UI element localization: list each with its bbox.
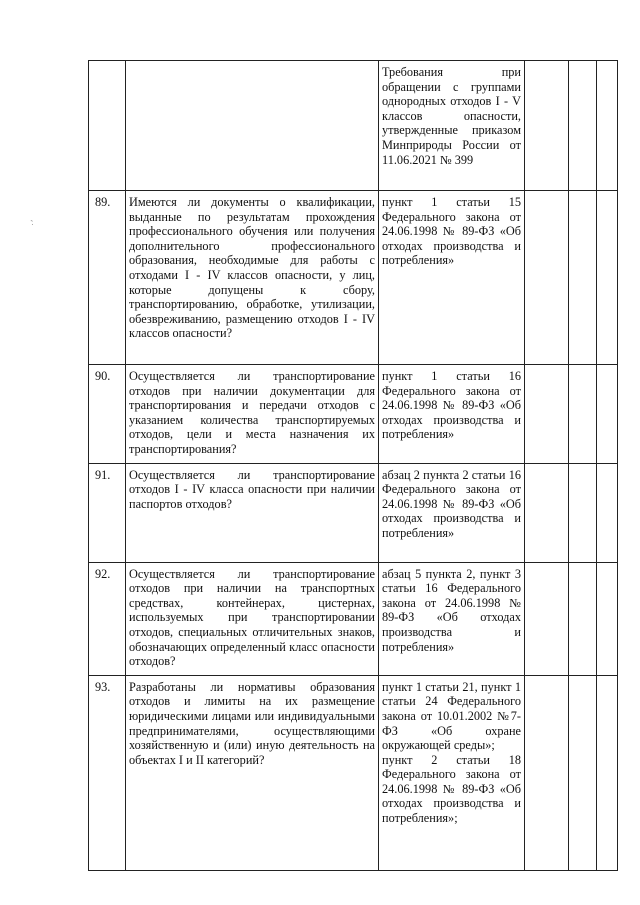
legal-reference-text: пункт 2 статьи 18 Федерального закона от 24.06.1998 № 89-ФЗ «Об отходах производства и потребления»; — [382, 752, 521, 826]
empty-cell — [569, 562, 597, 675]
empty-cell — [569, 61, 597, 191]
empty-cell — [597, 61, 618, 191]
empty-cell — [597, 463, 618, 562]
empty-cell — [525, 61, 569, 191]
table-row — [89, 61, 618, 191]
question-cell — [126, 61, 379, 191]
empty-cell — [525, 562, 569, 675]
row-number: 93. — [89, 675, 126, 870]
empty-cell — [525, 675, 569, 870]
legal-reference-cell — [379, 675, 525, 870]
empty-cell — [569, 463, 597, 562]
question-cell: Разработаны ли нормативы образования отходов и лимиты на их размещение юридическими лицами или индивидуальными предпринимателями, осуществляющими хозяйственную и (или) иную деятельность на объектах I и II категорий? — [126, 675, 379, 870]
legal-reference-cell: Требования при обращении с группами однородных отходов I - V классов опасности, утвержденные приказом Минприроды России от 11.06.2021 № 399 — [379, 61, 525, 191]
legal-reference-text: пункт 1 статьи 21, пункт 1 статьи 24 Федерального закона от 10.01.2002 №7-ФЗ «Об охране окружающей среды»; — [382, 679, 521, 753]
empty-cell — [525, 365, 569, 464]
empty-cell — [597, 562, 618, 675]
row-number: 89. — [89, 191, 126, 365]
row-number: 90. — [89, 365, 126, 464]
table-row — [89, 562, 618, 675]
empty-cell — [569, 365, 597, 464]
empty-cell — [569, 191, 597, 365]
question-cell: Осуществляется ли транспортирование отходов I - IV класса опасности при наличии паспортов отходов? — [126, 463, 379, 562]
checklist-table — [88, 60, 618, 871]
empty-cell — [597, 675, 618, 870]
empty-cell — [597, 365, 618, 464]
scan-mark: ·ʼ — [27, 218, 39, 228]
table-row — [89, 463, 618, 562]
legal-reference-cell: абзац 2 пункта 2 статьи 16 Федерального закона от 24.06.1998 № 89-ФЗ «Об отходах производства и потребления» — [379, 463, 525, 562]
question-cell: Осуществляется ли транспортирование отходов при наличии на транспортных средствах, контейнерах, цистернах, используемых при транспортировании отходов, специальных отличительных знаков, обозначающих определенный класс опасности отходов? — [126, 562, 379, 675]
row-number: 92. — [89, 562, 126, 675]
empty-cell — [597, 191, 618, 365]
empty-cell — [525, 463, 569, 562]
row-number — [89, 61, 126, 191]
table-row — [89, 675, 618, 870]
legal-reference-cell: пункт 1 статьи 16 Федерального закона от 24.06.1998 № 89-ФЗ «Об отходах производства и потребления» — [379, 365, 525, 464]
table-row — [89, 191, 618, 365]
legal-reference-cell: абзац 5 пункта 2, пункт 3 статьи 16 Федерального закона от 24.06.1998 № 89-ФЗ «Об отходах производства и потребления» — [379, 562, 525, 675]
question-cell: Имеются ли документы о квалификации, выданные по результатам прохождения профессионального обучения или получения дополнительного профессионального образования, необходимые для работы с отходами I - IV классов опасности, у лиц, которые допущены к сбору, транспортированию, обработке, утилизации, обезвреживанию, размещению отходов I - IV классов опасности? — [126, 191, 379, 365]
empty-cell — [525, 191, 569, 365]
table-row — [89, 365, 618, 464]
empty-cell — [569, 675, 597, 870]
row-number: 91. — [89, 463, 126, 562]
legal-reference-cell: пункт 1 статьи 15 Федерального закона от 24.06.1998 № 89-ФЗ «Об отходах производства и потребления» — [379, 191, 525, 365]
question-cell: Осуществляется ли транспортирование отходов при наличии документации для транспортирования и передачи отходов с указанием количества транспортируемых отходов, цели и места назначения их транспортирования? — [126, 365, 379, 464]
